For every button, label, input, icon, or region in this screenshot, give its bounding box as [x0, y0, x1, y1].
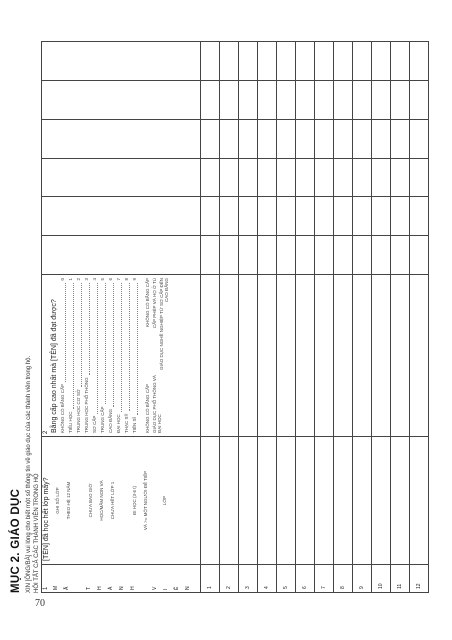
member-id-letter: N [119, 586, 125, 590]
answer-cell[interactable] [353, 236, 372, 275]
answer-cell[interactable] [391, 437, 410, 565]
answer-cell[interactable] [277, 80, 296, 119]
answer-cell[interactable] [353, 42, 372, 81]
answer-cell[interactable] [201, 158, 220, 197]
answer-cell[interactable] [372, 275, 391, 437]
page-number: 70 [35, 598, 45, 609]
answer-cell[interactable] [372, 80, 391, 119]
answer-cell[interactable] [201, 437, 220, 565]
member-id-letter: V [152, 586, 158, 590]
answer-cell[interactable] [258, 119, 277, 158]
member-id-letter: Ê [174, 586, 180, 590]
answer-cell[interactable] [410, 197, 429, 236]
answer-cell[interactable] [334, 42, 353, 81]
answer-cell[interactable] [296, 275, 315, 437]
q2-option-code: 8 [124, 278, 129, 281]
q1-notes [51, 437, 152, 564]
q2-question: Bằng cấp cao nhất mà [TÊN] đã đạt được? [51, 299, 58, 433]
answer-cell[interactable] [277, 275, 296, 437]
q1-note: THEO HỆ 12 NĂM [66, 481, 71, 520]
member-id-letter: I [163, 588, 169, 590]
answer-cell[interactable] [334, 437, 353, 565]
q2-option-label: CAO ĐẲNG [108, 408, 113, 433]
q1-note [77, 440, 82, 561]
answer-cell[interactable] [410, 42, 429, 81]
answer-cell[interactable] [315, 236, 334, 275]
answer-cell[interactable] [239, 275, 258, 437]
q2-options-list [59, 275, 141, 436]
member-row-number: 2 [220, 565, 239, 593]
member-id-letter: H [97, 586, 103, 590]
q2-footer-left2: GIÁO DỤC PHỔ THÔNG VÀ ĐẠI HỌC [152, 375, 162, 433]
member-row [201, 42, 220, 593]
header-row [42, 42, 201, 593]
answer-cell[interactable] [296, 437, 315, 565]
q2-option [132, 278, 140, 433]
member-id-letter [75, 567, 81, 590]
q2-option-label: THẠC SỸ [124, 413, 129, 433]
answer-cell[interactable] [372, 236, 391, 275]
answer-cell[interactable] [315, 437, 334, 565]
answer-cell[interactable] [239, 197, 258, 236]
q2-option-code: 9 [132, 278, 137, 281]
q2-option-label: TRUNG CẤP [100, 406, 105, 433]
answer-cell[interactable] [201, 236, 220, 275]
member-row-number: 4 [258, 565, 277, 593]
q2-option-label: TIẾN SĨ [132, 417, 137, 433]
q2-option [76, 278, 84, 433]
answer-cell[interactable] [315, 158, 334, 197]
member-row [410, 42, 429, 593]
member-id-header [42, 565, 201, 593]
leader-dots [60, 283, 66, 382]
answer-cell[interactable] [296, 42, 315, 81]
answer-cell[interactable] [239, 119, 258, 158]
answer-cell[interactable] [353, 437, 372, 565]
answer-cell[interactable] [410, 275, 429, 437]
q2-option-label: SƠ CẤP [92, 415, 97, 433]
answer-cell[interactable] [334, 197, 353, 236]
q2-option-code: 7 [116, 278, 121, 281]
answer-cell[interactable] [334, 236, 353, 275]
member-row [296, 42, 315, 593]
q1-note: HỌC/MẦM NON VÀ [99, 480, 104, 521]
answer-cell[interactable] [277, 236, 296, 275]
member-id-letters [50, 565, 194, 592]
q2-footer-right1: KHÔNG CÓ BẰNG CẤP [145, 278, 150, 328]
member-row [220, 42, 239, 593]
blank-col-4 [42, 119, 201, 158]
q2-option-code: 6 [108, 278, 113, 281]
answer-cell[interactable] [334, 119, 353, 158]
blank-col-2 [42, 197, 201, 236]
q2-option-label: KHÔNG CÓ BẰNG CẤP [60, 383, 65, 433]
answer-cell[interactable] [391, 158, 410, 197]
answer-cell[interactable] [277, 42, 296, 81]
q2-footer-left1: KHÔNG CÓ BẰNG CẤP [145, 383, 150, 433]
member-id-letter: N [185, 586, 191, 590]
member-id-letter: Ã [64, 586, 70, 590]
member-row [334, 42, 353, 593]
answer-cell[interactable] [391, 236, 410, 275]
q2-footer [141, 275, 173, 436]
leader-dots [92, 283, 98, 414]
answer-cell[interactable] [201, 42, 220, 81]
answer-cell[interactable] [277, 437, 296, 565]
q2-option-code: 4 [92, 278, 97, 281]
answer-cell[interactable] [296, 236, 315, 275]
answer-cell[interactable] [372, 197, 391, 236]
answer-cell[interactable] [315, 42, 334, 81]
member-row [372, 42, 391, 593]
answer-cell[interactable] [334, 158, 353, 197]
q2-option [84, 278, 92, 433]
q2-option-label: TIỂU HỌC [68, 411, 73, 433]
answer-cell[interactable] [353, 119, 372, 158]
answer-cell[interactable] [258, 42, 277, 81]
answer-cell[interactable] [239, 42, 258, 81]
answer-cell[interactable] [372, 158, 391, 197]
answer-cell[interactable] [410, 119, 429, 158]
answer-cell[interactable] [220, 119, 239, 158]
q2-option [108, 278, 116, 433]
q1-header [42, 437, 201, 565]
answer-cell[interactable] [410, 236, 429, 275]
blank-col-6 [42, 42, 201, 81]
q1-note: VÀ >= MỘT NGƯỜI ĐỂ TIẾP [143, 470, 148, 531]
answer-cell[interactable] [353, 158, 372, 197]
leader-dots [132, 283, 138, 416]
member-row-number: 11 [391, 565, 410, 593]
member-row-number: 12 [410, 565, 429, 593]
q2-option-label: TRUNG HỌC PHỔ THÔNG [84, 377, 89, 433]
q1-footer: LỚP [162, 495, 167, 506]
answer-cell[interactable] [220, 80, 239, 119]
answer-cell[interactable] [201, 197, 220, 236]
answer-cell[interactable] [353, 80, 372, 119]
answer-cell[interactable] [258, 80, 277, 119]
answer-cell[interactable] [258, 197, 277, 236]
answer-cell[interactable] [391, 119, 410, 158]
leader-dots [84, 283, 90, 376]
answer-cell[interactable] [258, 158, 277, 197]
q2-option-code: 5 [100, 278, 105, 281]
member-row [391, 42, 410, 593]
answer-cell[interactable] [277, 197, 296, 236]
answer-cell[interactable] [296, 197, 315, 236]
q2-option [116, 278, 124, 433]
answer-cell[interactable] [410, 437, 429, 565]
q1-note: ĐI HỌC (3-6 t) [132, 486, 137, 516]
q2-footer-right2: CẤP PHÉP VÀ HỌ Ở TÙ [152, 278, 157, 329]
answer-cell[interactable] [296, 80, 315, 119]
member-row-number: 6 [296, 565, 315, 593]
q1-note [121, 440, 126, 561]
q2-number: 2 [43, 430, 49, 434]
answer-cell[interactable] [201, 80, 220, 119]
member-row [315, 42, 334, 593]
q2-footer-right3: GIÁO DỤC NGHỀ NGHIỆP TỪ SƠ CẤP ĐẾN CAO ĐẲNG [159, 278, 169, 370]
member-id-letter: H [130, 586, 136, 590]
education-form-table [41, 41, 429, 593]
member-id-number: 1 [43, 586, 49, 590]
member-id-letter: À [108, 586, 114, 590]
q2-header [42, 275, 201, 437]
answer-cell[interactable] [296, 119, 315, 158]
answer-cell[interactable] [258, 437, 277, 565]
member-row [258, 42, 277, 593]
q1-note: CHƯA BAO GIỜ [88, 483, 93, 518]
answer-cell[interactable] [315, 119, 334, 158]
member-row [239, 42, 258, 593]
member-row-number: 3 [239, 565, 258, 593]
q2-option-code: 2 [76, 278, 81, 281]
answer-cell[interactable] [296, 158, 315, 197]
answer-cell[interactable] [258, 275, 277, 437]
q1-question: [TÊN] đã học hết lớp mấy? [43, 477, 50, 561]
leader-dots [124, 283, 130, 412]
answer-cell[interactable] [220, 437, 239, 565]
answer-cell[interactable] [239, 437, 258, 565]
answer-cell[interactable] [334, 80, 353, 119]
answer-cell[interactable] [315, 275, 334, 437]
q2-option-label: TRUNG HỌC CƠ SỞ [76, 389, 81, 433]
intro-instruction: HỎI TẤT CẢ CÁC THÀNH VIÊN TRONG HỘ [34, 473, 40, 593]
leader-dots [100, 283, 106, 405]
answer-cell[interactable] [391, 80, 410, 119]
q2-option [60, 278, 68, 433]
answer-cell[interactable] [220, 197, 239, 236]
member-id-letter [141, 567, 147, 590]
member-id-letter: M [53, 585, 59, 590]
member-row [353, 42, 372, 593]
answer-cell[interactable] [201, 119, 220, 158]
blank-col-1 [42, 236, 201, 275]
q2-option [100, 278, 108, 433]
answer-cell[interactable] [258, 236, 277, 275]
q2-option [92, 278, 100, 433]
blank-col-3 [42, 158, 201, 197]
leader-dots [68, 283, 74, 410]
answer-cell[interactable] [353, 197, 372, 236]
answer-cell[interactable] [220, 158, 239, 197]
member-row-number: 7 [315, 565, 334, 593]
answer-cell[interactable] [220, 275, 239, 437]
q2-option-label: ĐẠI HỌC [116, 414, 121, 433]
section-heading: MỤC 2. GIÁO DỤC [10, 488, 22, 593]
answer-cell[interactable] [220, 236, 239, 275]
member-row-number: 9 [353, 565, 372, 593]
q2-option-code: 3 [84, 278, 89, 281]
member-row-number: 8 [334, 565, 353, 593]
leader-dots [108, 283, 114, 407]
answer-cell[interactable] [220, 42, 239, 81]
leader-dots [116, 283, 122, 413]
q1-note: GHI SỐ LỚP [55, 487, 60, 514]
q2-option-code: 1 [68, 278, 73, 281]
q1-note: CHƯA HẾT LỚP 1 [110, 481, 115, 520]
answer-cell[interactable] [353, 275, 372, 437]
answer-cell[interactable] [410, 158, 429, 197]
member-id-letter: T [86, 586, 92, 590]
answer-cell[interactable] [277, 158, 296, 197]
q2-option [124, 278, 132, 433]
q2-option-code: 0 [60, 278, 65, 281]
answer-cell[interactable] [372, 119, 391, 158]
answer-cell[interactable] [239, 236, 258, 275]
answer-cell[interactable] [391, 197, 410, 236]
member-row-number: 1 [201, 565, 220, 593]
answer-cell[interactable] [239, 80, 258, 119]
answer-cell[interactable] [372, 437, 391, 565]
blank-col-5 [42, 80, 201, 119]
member-row [277, 42, 296, 593]
q2-option [68, 278, 76, 433]
answer-cell[interactable] [315, 197, 334, 236]
answer-cell[interactable] [239, 158, 258, 197]
leader-dots [76, 283, 82, 388]
answer-cell[interactable] [315, 80, 334, 119]
answer-cell[interactable] [391, 275, 410, 437]
answer-cell[interactable] [201, 275, 220, 437]
answer-cell[interactable] [277, 119, 296, 158]
answer-cell[interactable] [391, 42, 410, 81]
member-row-number: 10 [372, 565, 391, 593]
answer-cell[interactable] [372, 42, 391, 81]
member-row-number: 5 [277, 565, 296, 593]
answer-cell[interactable] [334, 275, 353, 437]
answer-cell[interactable] [410, 80, 429, 119]
intro-text: XIN [ÔNG/BÀ] vui lòng cho biết một số thông tin về giáo dục của các thành viên trong hộ. [26, 355, 32, 593]
